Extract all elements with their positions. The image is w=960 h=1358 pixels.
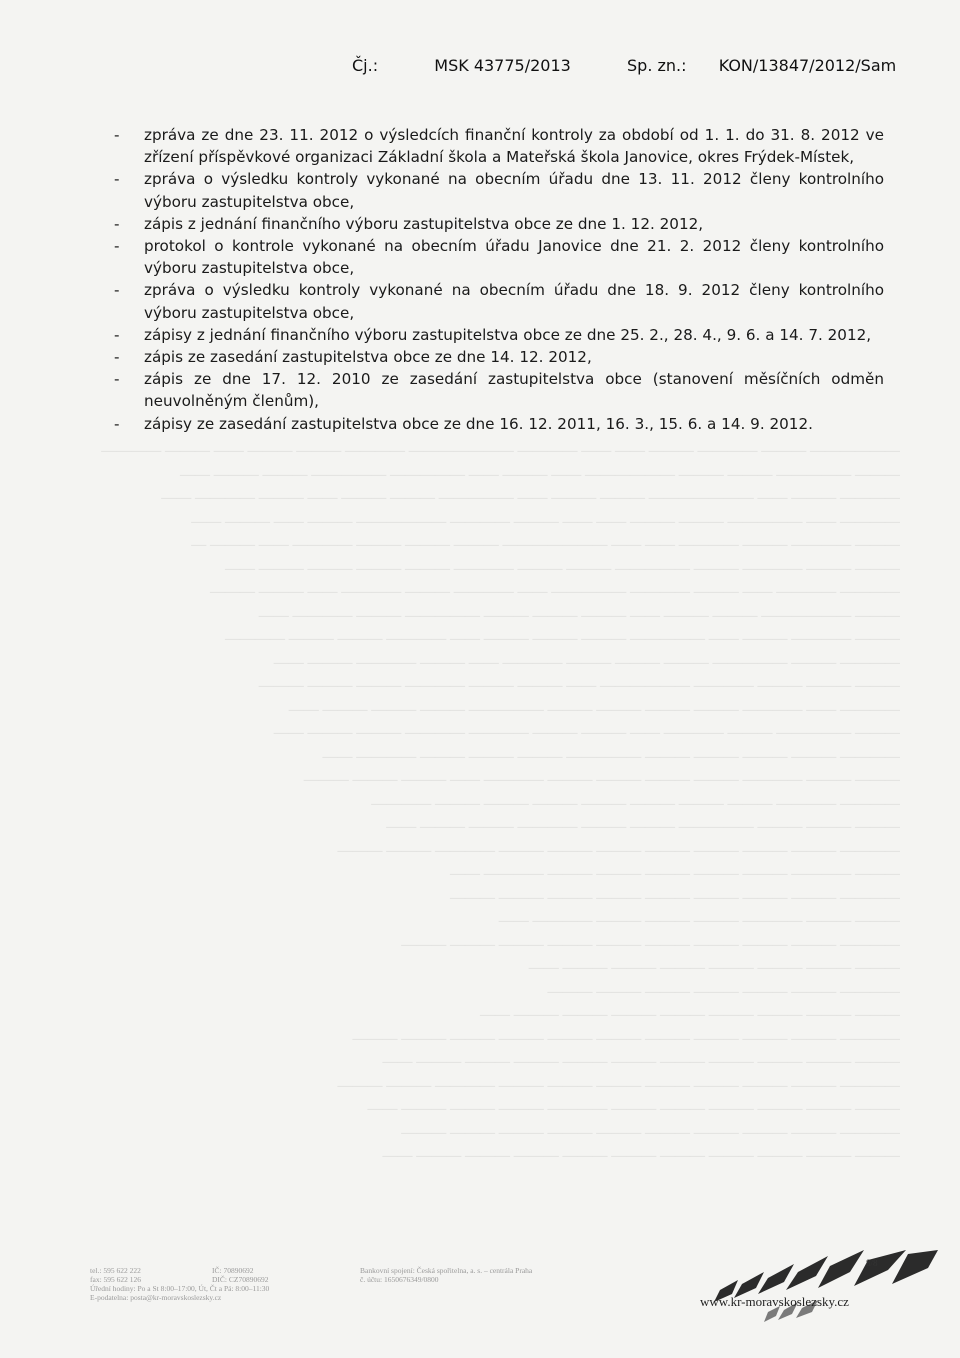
bleed-through-text: —————— ——— ———— ——— —— —— ———— ——————— ———— ——— ——— —— ——— ———— ——— ————— ——— ——— —————— —— ——— —— ————— ————— ——— ——— —— ———— ——— —— ——————— ——— ——— —— ————— ——— ——— —— ——— ———— —— ———— —— ————— ——— ——— —— —— ——— ———— —————— ——— —— ——— —— ——— ———— ——— ———— —— —— ——————— ——— ——— ——— ———— —— ——— — ——— ——— ———— ——— ————— ——— ——— ———— ——— ——— ——— ——— —— ———— ———— —— ——— ———— ————— —— ———— ——— ———— —— ——— ——— ——— —————— ——— ——— —— ——— ——— ——— ————— ——— ———— —— ——— ———— ——— —— ————— ——— ——— ——— —— ———— ——— ——— ———— ———— ——— ————— ——— ——— ——— ———— —— ——— ———— ——— —— ——— ——— ——— ———— —————— —— ——— ——— ———— ——— ——— ——— ———— —— ———— ——— ——— ——— ——— ————— ——— ——— ——— —— ——— ————— ——— ———— —— ——— ——— ———— ———— ——— ——— —— ———— ——— ——— ——— ——— ————— ——— ——— ——— ———— —— ——— ——— ———— ——— ——— ——— ——— ———— —— ——— ——— ——— ———— ———— ——— ——— ——— ——— ——— ——— ——— ———— ——— ——— ——— ————— ——— ——— ———— ——— ——— —— ———— ——— ——— ——— ——— ——— ——— ——— ———— ——— ——— ——— ———— ——— ——— ——— ——— ——— ———— —— ———— ——— ——— ——— ——— ——— ——— ——— ——— ——— ——— ———— ——— ——— ——— ———— —— ———— ——— ——— ——— ——— ——— ——— ——— ——— ——— ——— ——— ——— ——— ——— ——— ——— —— ———— ——— ——— ——— ——— ——— ——— ——— ——— ——— ——— ——— ——— ——— ——— —— ———— ——— ——— ——— ——— ——— ——— ——— ——— ——— ——— ——— ——— ——— ——— ——— ——— ——— ——— ——— ——— —— ———— ——— ——— ——— ——— ——— ——— ——— ———— ——— ——— ——— ——— ——— ——— ——— ——— ———— ——— ——— ——— —— ———— ——— ——— ——— ——— ——— ——— ——— ——— ——— ——— ——— ——— ——— ——— ——— ——— ——— ——— ——— —— (101, 443, 900, 1164)
footer-ids: IČ: 70890692 DIČ: CZ70890692 (212, 1266, 269, 1284)
document-list (114, 124, 884, 435)
logo-stripes-icon (680, 1250, 940, 1330)
footer-bank: Bankovní spojení: Česká spořitelna, a. s. – centrála Praha č. účtu: 1650676349/0800 (360, 1266, 533, 1284)
spzn-label: Sp. zn.: (627, 56, 687, 75)
list-item: - zpráva ze dne 23. 11. 2012 o výsledcích finanční kontroly za období od 1. 1. do 31. 8. 2012 ve zřízení příspěvkové organizaci Základní škola a Mateřská škola Janovice, okres Frýdek-Místek, (114, 126, 884, 167)
list-item: - protokol o kontrole vykonané na obecním úřadu Janovice dne 21. 2. 2012 členy kontrolního výboru zastupitelstva obce, (114, 237, 884, 278)
list-item: - zápisy ze zasedání zastupitelstva obce ze dne 16. 12. 2011, 16. 3., 15. 6. a 14. 9. 2012. (114, 414, 813, 433)
website-url: www.kr-moravskoslezsky.cz (700, 1294, 849, 1309)
list-item: - zápisy z jednání finančního výboru zastupitelstva obce ze dne 25. 2., 28. 4., 9. 6. a 14. 7. 2012, (114, 325, 872, 344)
list-item: - zpráva o výsledku kontroly vykonané na obecním úřadu dne 18. 9. 2012 členy kontrolního výboru zastupitelstva obce, (114, 281, 884, 322)
spzn-value: KON/13847/2012/Sam (718, 56, 897, 75)
letterhead-footer (0, 1250, 960, 1358)
list-item: - zápis z jednání finančního výboru zastupitelstva obce ze dne 1. 12. 2012, (114, 214, 704, 233)
footer-contact: tel.: 595 622 222 fax: 595 622 126 Úřední hodiny: Po a St 8:00–17:00, Út, Čt a Pá: 8:00–11:30 E-podatelna: posta@kr-moravskoslezsky.cz (90, 1266, 270, 1302)
cj-value: MSK 43775/2013 (434, 56, 571, 75)
cj-label: Čj.: (352, 56, 379, 75)
list-item: - zápis ze dne 17. 12. 2010 ze zasedání zastupitelstva obce (stanovení měsíčních odměn neuvolněným členům), (114, 370, 884, 411)
page-number: 8/8 (866, 1258, 878, 1268)
document-reference (352, 56, 902, 75)
list-item: - zpráva o výsledku kontroly vykonané na obecním úřadu dne 13. 11. 2012 členy kontrolního výboru zastupitelstva obce, (114, 170, 884, 211)
list-item: - zápis ze zasedání zastupitelstva obce ze dne 14. 12. 2012, (114, 348, 592, 367)
